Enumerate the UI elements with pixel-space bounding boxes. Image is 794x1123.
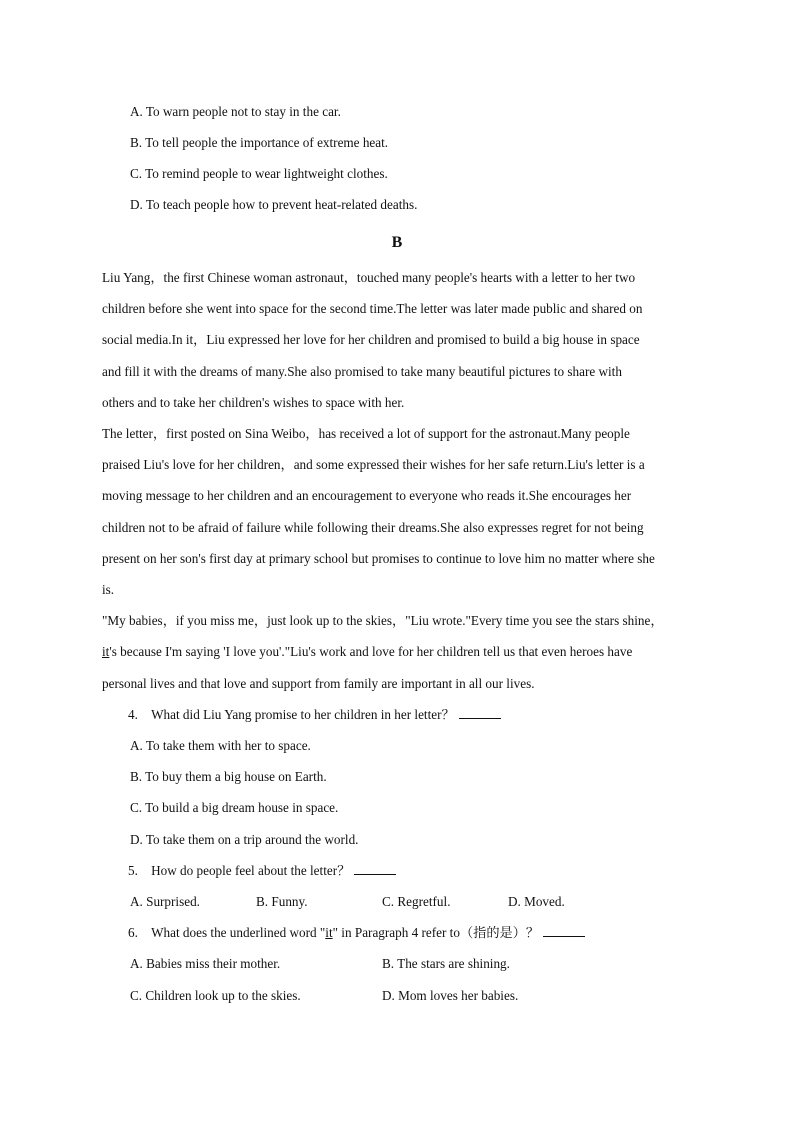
- passage-line: present on her son's first day at primary school but promises to continue to love him no matter where she: [102, 551, 655, 566]
- answer-blank[interactable]: [459, 706, 501, 719]
- answer-blank[interactable]: [354, 862, 396, 875]
- question-stem: 4. What did Liu Yang promise to her children in her letter？: [128, 706, 501, 724]
- option-a[interactable]: A. To take them with her to space.: [130, 738, 311, 753]
- underlined-word: it: [325, 925, 333, 940]
- option-c[interactable]: C. Children look up to the skies.: [130, 988, 301, 1003]
- passage-line: moving message to her children and an encouragement to everyone who reads it.She encourages her: [102, 488, 632, 503]
- passage-line: praised Liu's love for her children，and some expressed their wishes for her safe return.Liu's letter is a: [102, 457, 645, 472]
- prev-option-b: B. To tell people the importance of extreme heat.: [130, 135, 389, 150]
- option-c[interactable]: C. Regretful.: [382, 894, 451, 909]
- section-title: B: [391, 234, 403, 251]
- option-a[interactable]: A. Babies miss their mother.: [130, 956, 281, 971]
- passage-line: children not to be afraid of failure while following their dreams.She also expresses regret for not being: [102, 520, 644, 535]
- question-stem: 6. What does the underlined word "it" in Paragraph 4 refer to（指的是）？: [128, 924, 585, 942]
- option-c[interactable]: C. To build a big dream house in space.: [130, 800, 339, 815]
- passage-line: personal lives and that love and support from family are important in all our lives.: [102, 676, 535, 691]
- prev-option-c: C. To remind people to wear lightweight clothes.: [130, 166, 388, 181]
- prev-option-d: D. To teach people how to prevent heat-related deaths.: [130, 197, 418, 212]
- option-b[interactable]: B. The stars are shining.: [382, 956, 510, 971]
- option-b[interactable]: B. To buy them a big house on Earth.: [130, 769, 327, 784]
- passage-line: others and to take her children's wishes to space with her.: [102, 395, 405, 410]
- option-d[interactable]: D. Mom loves her babies.: [382, 988, 519, 1003]
- passage-line: and fill it with the dreams of many.She also promised to take many beautiful pictures to share with: [102, 364, 622, 379]
- option-a[interactable]: A. Surprised.: [130, 894, 200, 909]
- answer-blank[interactable]: [543, 924, 585, 937]
- passage-text: 's because I'm saying 'I love you'."Liu's work and love for her children tell us that even heroes have: [109, 644, 633, 659]
- passage-line: Liu Yang，the first Chinese woman astronaut，touched many people's hearts with a letter to her two: [102, 270, 636, 285]
- passage-line: [102, 643, 632, 661]
- passage-line: "My babies，if you miss me，just look up to the skies，"Liu wrote."Every time you see the stars shine，: [102, 613, 664, 628]
- question-stem: 5. How do people feel about the letter？: [128, 862, 396, 880]
- underlined-word: it: [102, 644, 110, 659]
- option-b[interactable]: B. Funny.: [256, 894, 308, 909]
- passage-line: is.: [102, 582, 115, 597]
- passage-line: social media.In it，Liu expressed her love for her children and promised to build a big house in space: [102, 332, 640, 347]
- option-d[interactable]: D. To take them on a trip around the world.: [130, 832, 359, 847]
- option-d[interactable]: D. Moved.: [508, 894, 565, 909]
- prev-option-a: A. To warn people not to stay in the car.: [130, 104, 341, 119]
- passage-line: children before she went into space for the second time.The letter was later made public and shared on: [102, 301, 643, 316]
- passage-line: The letter，first posted on Sina Weibo，has received a lot of support for the astronaut.Many people: [102, 426, 630, 441]
